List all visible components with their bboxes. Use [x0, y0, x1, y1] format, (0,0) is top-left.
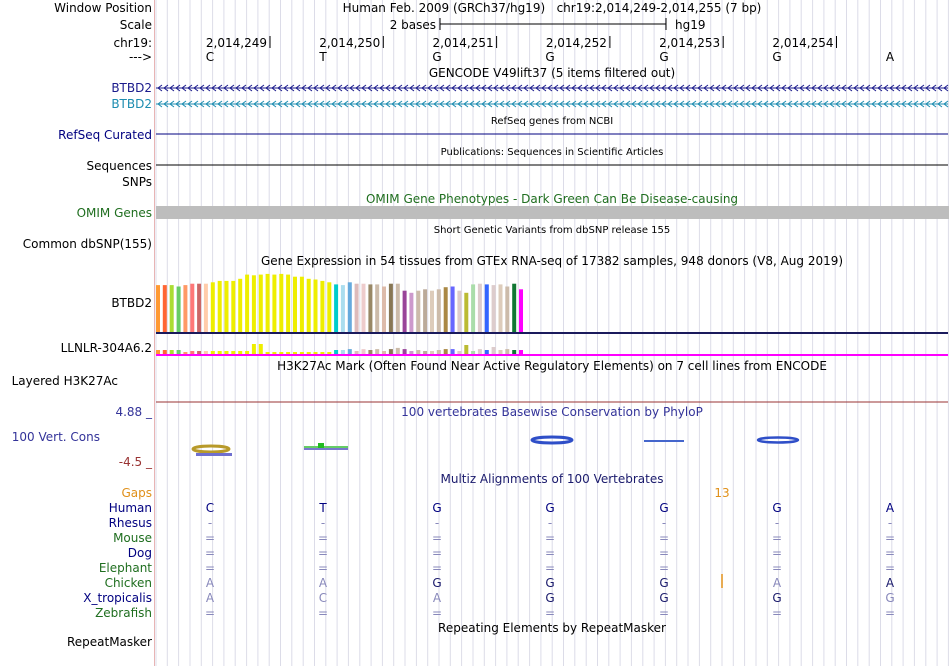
aligned-base: G	[659, 501, 669, 515]
reference-base: G	[659, 50, 669, 64]
aligned-base: =	[658, 606, 670, 620]
phylop-title: 100 vertebrates Basewise Conservation by PhyloP	[401, 405, 703, 419]
gtex-small-bar[interactable]	[320, 352, 324, 354]
gtex-tissue-bar[interactable]	[396, 284, 400, 332]
reference-base: C	[205, 50, 215, 64]
gtex-tissue-bar[interactable]	[190, 284, 194, 332]
aligned-base: C	[318, 591, 328, 605]
repeatmasker-label[interactable]: RepeatMasker	[66, 635, 152, 649]
gtex-small-bar[interactable]	[177, 350, 181, 354]
ruler-tick-label: 2,014,250	[319, 36, 381, 50]
reference-base: G	[545, 50, 555, 64]
phylop-min-label: -4.5 _	[118, 455, 152, 469]
gtex-small-bar[interactable]	[163, 350, 167, 354]
ruler-tick-label: 2,014,249	[205, 36, 267, 50]
reference-base: A	[885, 50, 895, 64]
gtex-tissue-bar[interactable]	[238, 279, 242, 332]
gtex-tissue-bar[interactable]	[225, 281, 229, 332]
gtex-tissue-bar[interactable]	[519, 289, 523, 332]
gtex-tissue-bar[interactable]	[416, 291, 420, 332]
gtex-tissue-bar[interactable]	[163, 285, 167, 332]
gtex-small-bar[interactable]	[211, 351, 215, 354]
gtex-tissue-bar[interactable]	[389, 284, 393, 332]
aligned-base: G	[772, 501, 782, 515]
gtex-second-label[interactable]: LLNLR-304A6.2	[60, 341, 152, 355]
gtex-small-bar[interactable]	[183, 352, 187, 354]
aligned-base: A	[432, 591, 442, 605]
sequences-label[interactable]: Sequences	[86, 159, 152, 173]
gtex-tissue-bar[interactable]	[382, 287, 386, 333]
gtex-small-bar[interactable]	[170, 350, 174, 354]
aligned-base: =	[771, 606, 783, 620]
aligned-base: =	[431, 531, 443, 545]
aligned-base: =	[317, 531, 329, 545]
phylop-max-label: 4.88 _	[115, 405, 152, 419]
gtex-small-bar[interactable]	[341, 350, 345, 354]
scale-label: Scale	[119, 18, 152, 32]
ruler-tick-label: 2,014,251	[432, 36, 494, 50]
gtex-small-bar[interactable]	[382, 351, 386, 354]
species-label[interactable]: Rhesus	[108, 516, 152, 530]
gtex-small-bar[interactable]	[348, 349, 352, 354]
aligned-base: G	[545, 591, 555, 605]
gtex-small-bars[interactable]	[156, 344, 523, 354]
gencode-item-label-1[interactable]: BTBD2	[111, 81, 152, 95]
gtex-small-bar[interactable]	[293, 352, 297, 354]
gtex-tissue-bar[interactable]	[403, 291, 407, 332]
gtex-gene-label[interactable]: BTBD2	[111, 296, 152, 310]
species-labels	[83, 501, 152, 620]
gtex-small-bar[interactable]	[471, 351, 475, 354]
gtex-small-bar[interactable]	[231, 351, 235, 354]
gtex-tissue-bar[interactable]	[348, 282, 352, 332]
gtex-small-bar[interactable]	[156, 350, 160, 354]
header-labels	[54, 1, 152, 64]
repeatmasker-track[interactable]	[67, 621, 666, 649]
gtex-tissue-bar[interactable]	[231, 281, 235, 332]
species-label[interactable]: X_tropicalis	[83, 591, 152, 605]
refseq-label[interactable]: RefSeq Curated	[58, 128, 152, 142]
phylop-logo-g3	[758, 438, 798, 443]
phylop-label[interactable]: 100 Vert. Cons	[11, 430, 100, 444]
gtex-tissue-bar[interactable]	[252, 275, 256, 332]
gtex-small-bar[interactable]	[478, 349, 482, 354]
gtex-tissue-bar[interactable]	[156, 285, 160, 332]
gtex-small-bar[interactable]	[444, 349, 448, 354]
aligned-base: -	[207, 516, 213, 530]
gtex-tissue-bar[interactable]	[170, 285, 174, 332]
aligned-base: =	[431, 561, 443, 575]
h3k27ac-track[interactable]	[12, 359, 948, 402]
aligned-base: -	[434, 516, 440, 530]
gtex-small-bar[interactable]	[252, 344, 256, 354]
gtex-tissue-bar[interactable]	[355, 284, 359, 332]
aligned-base: =	[658, 561, 670, 575]
aligned-base: -	[661, 516, 667, 530]
gtex-small-bar[interactable]	[499, 350, 503, 354]
gtex-tissue-bar[interactable]	[293, 277, 297, 332]
gtex-tissue-bar[interactable]	[334, 284, 338, 332]
aligned-base: =	[884, 606, 896, 620]
gtex-tissue-bar[interactable]	[492, 285, 496, 332]
aligned-base: =	[204, 531, 216, 545]
aligned-base: C	[205, 501, 215, 515]
gtex-small-bar[interactable]	[409, 351, 413, 354]
omim-title: OMIM Gene Phenotypes - Dark Green Can Be Disease-causing	[365, 192, 739, 206]
aligned-base: G	[772, 591, 782, 605]
gtex-small-bar[interactable]	[279, 352, 283, 354]
species-label[interactable]: Elephant	[98, 561, 152, 575]
scale-text: 2 bases	[389, 18, 436, 32]
reference-base: G	[772, 50, 782, 64]
species-label[interactable]: Mouse	[113, 531, 152, 545]
aligned-base: =	[544, 546, 556, 560]
gtex-small-bar[interactable]	[266, 352, 270, 354]
ruler-tick-label: 2,014,254	[772, 36, 834, 50]
gtex-small-bar[interactable]	[464, 345, 468, 354]
aligned-base: =	[658, 531, 670, 545]
gtex-tissue-bar[interactable]	[307, 279, 311, 332]
aligned-base: =	[544, 606, 556, 620]
gtex-tissue-bar[interactable]	[286, 275, 290, 332]
phylop-logo-c	[193, 446, 232, 456]
gtex-tissue-bar[interactable]	[204, 284, 208, 332]
gtex-tissue-bar[interactable]	[197, 284, 201, 332]
aligned-base: G	[885, 591, 895, 605]
gtex-small-bar[interactable]	[423, 351, 427, 354]
gtex-small-bar[interactable]	[314, 352, 318, 354]
omim-gene-bar[interactable]	[156, 206, 949, 219]
aligned-base: A	[205, 591, 215, 605]
aligned-base: =	[771, 546, 783, 560]
gtex-small-bar[interactable]	[307, 352, 311, 354]
dbsnp-label[interactable]: Common dbSNP(155)	[22, 237, 152, 251]
gtex-tissue-bar[interactable]	[341, 285, 345, 332]
multiz-title: Multiz Alignments of 100 Vertebrates	[440, 472, 664, 486]
gtex-tissue-bar[interactable]	[464, 293, 468, 332]
aligned-base: =	[884, 546, 896, 560]
repeatmasker-title: Repeating Elements by RepeatMasker	[438, 621, 666, 635]
gaps-value: 13	[714, 486, 730, 500]
gtex-small-bar[interactable]	[375, 349, 379, 354]
gtex-tissue-bar[interactable]	[211, 282, 215, 332]
aligned-base: G	[659, 576, 669, 590]
refseq-track[interactable]	[58, 116, 948, 142]
gtex-small-bar[interactable]	[355, 351, 359, 354]
gtex-small-bar[interactable]	[485, 350, 489, 354]
gtex-tissue-bar[interactable]	[320, 281, 324, 332]
gtex-tissue-bar[interactable]	[485, 284, 489, 332]
gtex-small-bar[interactable]	[204, 351, 208, 354]
ruler-tick-label: 2,014,252	[545, 36, 607, 50]
aligned-base: -	[887, 516, 893, 530]
gtex-small-bar[interactable]	[505, 349, 509, 354]
aligned-base: =	[884, 531, 896, 545]
gtex-small-bar[interactable]	[451, 349, 455, 354]
snps-label[interactable]: SNPs	[122, 175, 152, 189]
sequences-title: Publications: Sequences in Scientific Articles	[440, 147, 664, 158]
gtex-tissue-bar[interactable]	[512, 284, 516, 332]
h3k27ac-title: H3K27Ac Mark (Often Found Near Active Regulatory Elements) on 7 cell lines from ENCODE	[277, 359, 827, 373]
aligned-base: A	[885, 576, 895, 590]
gtex-small-bar[interactable]	[519, 350, 523, 354]
reference-base: G	[432, 50, 442, 64]
gencode-item-label-2[interactable]: BTBD2	[111, 97, 152, 111]
aligned-base: A	[318, 576, 328, 590]
gtex-small-bar[interactable]	[389, 349, 393, 354]
aligned-base: G	[432, 576, 442, 590]
gtex-tissue-bar[interactable]	[279, 274, 283, 332]
aligned-base: A	[885, 501, 895, 515]
species-label[interactable]: Zebrafish	[95, 606, 152, 620]
gtex-small-bar[interactable]	[416, 350, 420, 354]
gtex-tissue-bar[interactable]	[259, 275, 263, 332]
aligned-base: =	[431, 606, 443, 620]
gtex-title: Gene Expression in 54 tissues from GTEx RNA-seq of 17382 samples, 948 donors (V8, Aug 2019)	[260, 254, 844, 268]
gtex-tissue-bar[interactable]	[375, 284, 379, 332]
species-label[interactable]: Chicken	[104, 576, 152, 590]
gtex-small-bar[interactable]	[457, 351, 461, 354]
aligned-base: -	[547, 516, 553, 530]
gtex-expression-bars[interactable]	[156, 274, 523, 332]
gtex-tissue-bar[interactable]	[444, 287, 448, 332]
multiz-track[interactable]	[83, 472, 895, 620]
gtex-track[interactable]	[61, 254, 948, 355]
gtex-tissue-bar[interactable]	[430, 291, 434, 332]
gtex-small-bar[interactable]	[190, 351, 194, 354]
aligned-base: =	[204, 606, 216, 620]
gtex-small-bar[interactable]	[430, 351, 434, 354]
gtex-small-bar[interactable]	[218, 351, 222, 354]
aligned-base: =	[317, 561, 329, 575]
species-label[interactable]: Dog	[127, 546, 152, 560]
gtex-small-bar[interactable]	[334, 350, 338, 354]
gtex-small-bar[interactable]	[272, 352, 276, 354]
window-position-label: Window Position	[54, 1, 152, 15]
gencode-title: GENCODE V49lift37 (5 items filtered out)	[428, 66, 676, 80]
aligned-base: =	[544, 561, 556, 575]
gtex-tissue-bar[interactable]	[327, 282, 331, 332]
gtex-tissue-bar[interactable]	[499, 284, 503, 332]
omim-label[interactable]: OMIM Genes	[76, 206, 152, 220]
gtex-tissue-bar[interactable]	[245, 275, 249, 332]
gtex-tissue-bar[interactable]	[505, 287, 509, 333]
aligned-base: G	[545, 501, 555, 515]
aligned-base: =	[771, 561, 783, 575]
aligned-base: =	[204, 561, 216, 575]
aligned-base: -	[774, 516, 780, 530]
aligned-base: =	[317, 546, 329, 560]
gtex-small-bar[interactable]	[327, 352, 331, 354]
aligned-base: =	[431, 546, 443, 560]
gtex-small-bar[interactable]	[396, 348, 400, 354]
gtex-small-bar[interactable]	[286, 352, 290, 354]
gtex-tissue-bar[interactable]	[478, 284, 482, 332]
aligned-base: -	[320, 516, 326, 530]
sequences-track[interactable]	[87, 147, 948, 173]
omim-track[interactable]	[77, 192, 949, 220]
gtex-small-bar[interactable]	[300, 352, 304, 354]
aligned-base: =	[544, 531, 556, 545]
gtex-small-bar[interactable]	[362, 349, 366, 354]
gtex-tissue-bar[interactable]	[423, 289, 427, 332]
gtex-tissue-bar[interactable]	[272, 275, 276, 332]
gtex-tissue-bar[interactable]	[471, 284, 475, 332]
species-alignment	[205, 501, 895, 620]
aligned-base: A	[205, 576, 215, 590]
gtex-small-bar[interactable]	[368, 350, 372, 354]
aligned-base: A	[772, 576, 782, 590]
aligned-base: =	[204, 546, 216, 560]
aligned-base: =	[884, 561, 896, 575]
dbsnp-title: Short Genetic Variants from dbSNP release 155	[433, 225, 671, 236]
aligned-base: =	[317, 606, 329, 620]
gtex-tissue-bar[interactable]	[409, 293, 413, 332]
gtex-tissue-bar[interactable]	[218, 281, 222, 332]
h3k27ac-label[interactable]: Layered H3K27Ac	[11, 374, 118, 388]
position-ruler	[206, 36, 837, 50]
gtex-tissue-bar[interactable]	[368, 284, 372, 332]
assembly-title: Human Feb. 2009 (GRCh37/hg19) chr19:2,014,249-2,014,255 (7 bp)	[342, 1, 762, 15]
gtex-tissue-bar[interactable]	[457, 291, 461, 332]
gtex-tissue-bar[interactable]	[183, 285, 187, 332]
gtex-tissue-bar[interactable]	[266, 274, 270, 332]
refseq-title: RefSeq genes from NCBI	[490, 116, 614, 127]
gtex-tissue-bar[interactable]	[451, 287, 455, 333]
gtex-small-bar[interactable]	[259, 344, 263, 354]
aligned-base: G	[545, 576, 555, 590]
gtex-small-bar[interactable]	[238, 351, 242, 354]
aligned-base: G	[432, 501, 442, 515]
ruler-tick-label: 2,014,253	[659, 36, 721, 50]
aligned-base: G	[659, 591, 669, 605]
reference-bases	[206, 50, 895, 64]
gtex-tissue-bar[interactable]	[362, 284, 366, 332]
gtex-tissue-bar[interactable]	[314, 280, 318, 333]
gtex-small-bar[interactable]	[512, 350, 516, 354]
chrom-label: chr19:	[113, 36, 152, 50]
strand-label: --->	[128, 50, 152, 64]
scale-bar	[390, 18, 706, 32]
gtex-tissue-bar[interactable]	[437, 289, 441, 332]
aligned-base: T	[319, 501, 327, 515]
scale-db: hg19	[675, 18, 706, 32]
reference-base: T	[319, 50, 327, 64]
phylop-logo-g2	[644, 440, 684, 442]
gaps-label[interactable]: Gaps	[121, 486, 152, 500]
gtex-small-bar[interactable]	[403, 349, 407, 354]
aligned-base: =	[658, 546, 670, 560]
gtex-small-bar[interactable]	[245, 351, 249, 354]
gtex-small-bar[interactable]	[492, 347, 496, 354]
gtex-small-bar[interactable]	[225, 351, 229, 354]
dbsnp-track[interactable]	[23, 225, 670, 251]
gtex-tissue-bar[interactable]	[300, 277, 304, 332]
gtex-tissue-bar[interactable]	[177, 287, 181, 333]
gtex-small-bar[interactable]	[197, 351, 201, 354]
aligned-base: =	[771, 531, 783, 545]
gtex-small-bar[interactable]	[437, 350, 441, 354]
species-label[interactable]: Human	[108, 501, 152, 515]
